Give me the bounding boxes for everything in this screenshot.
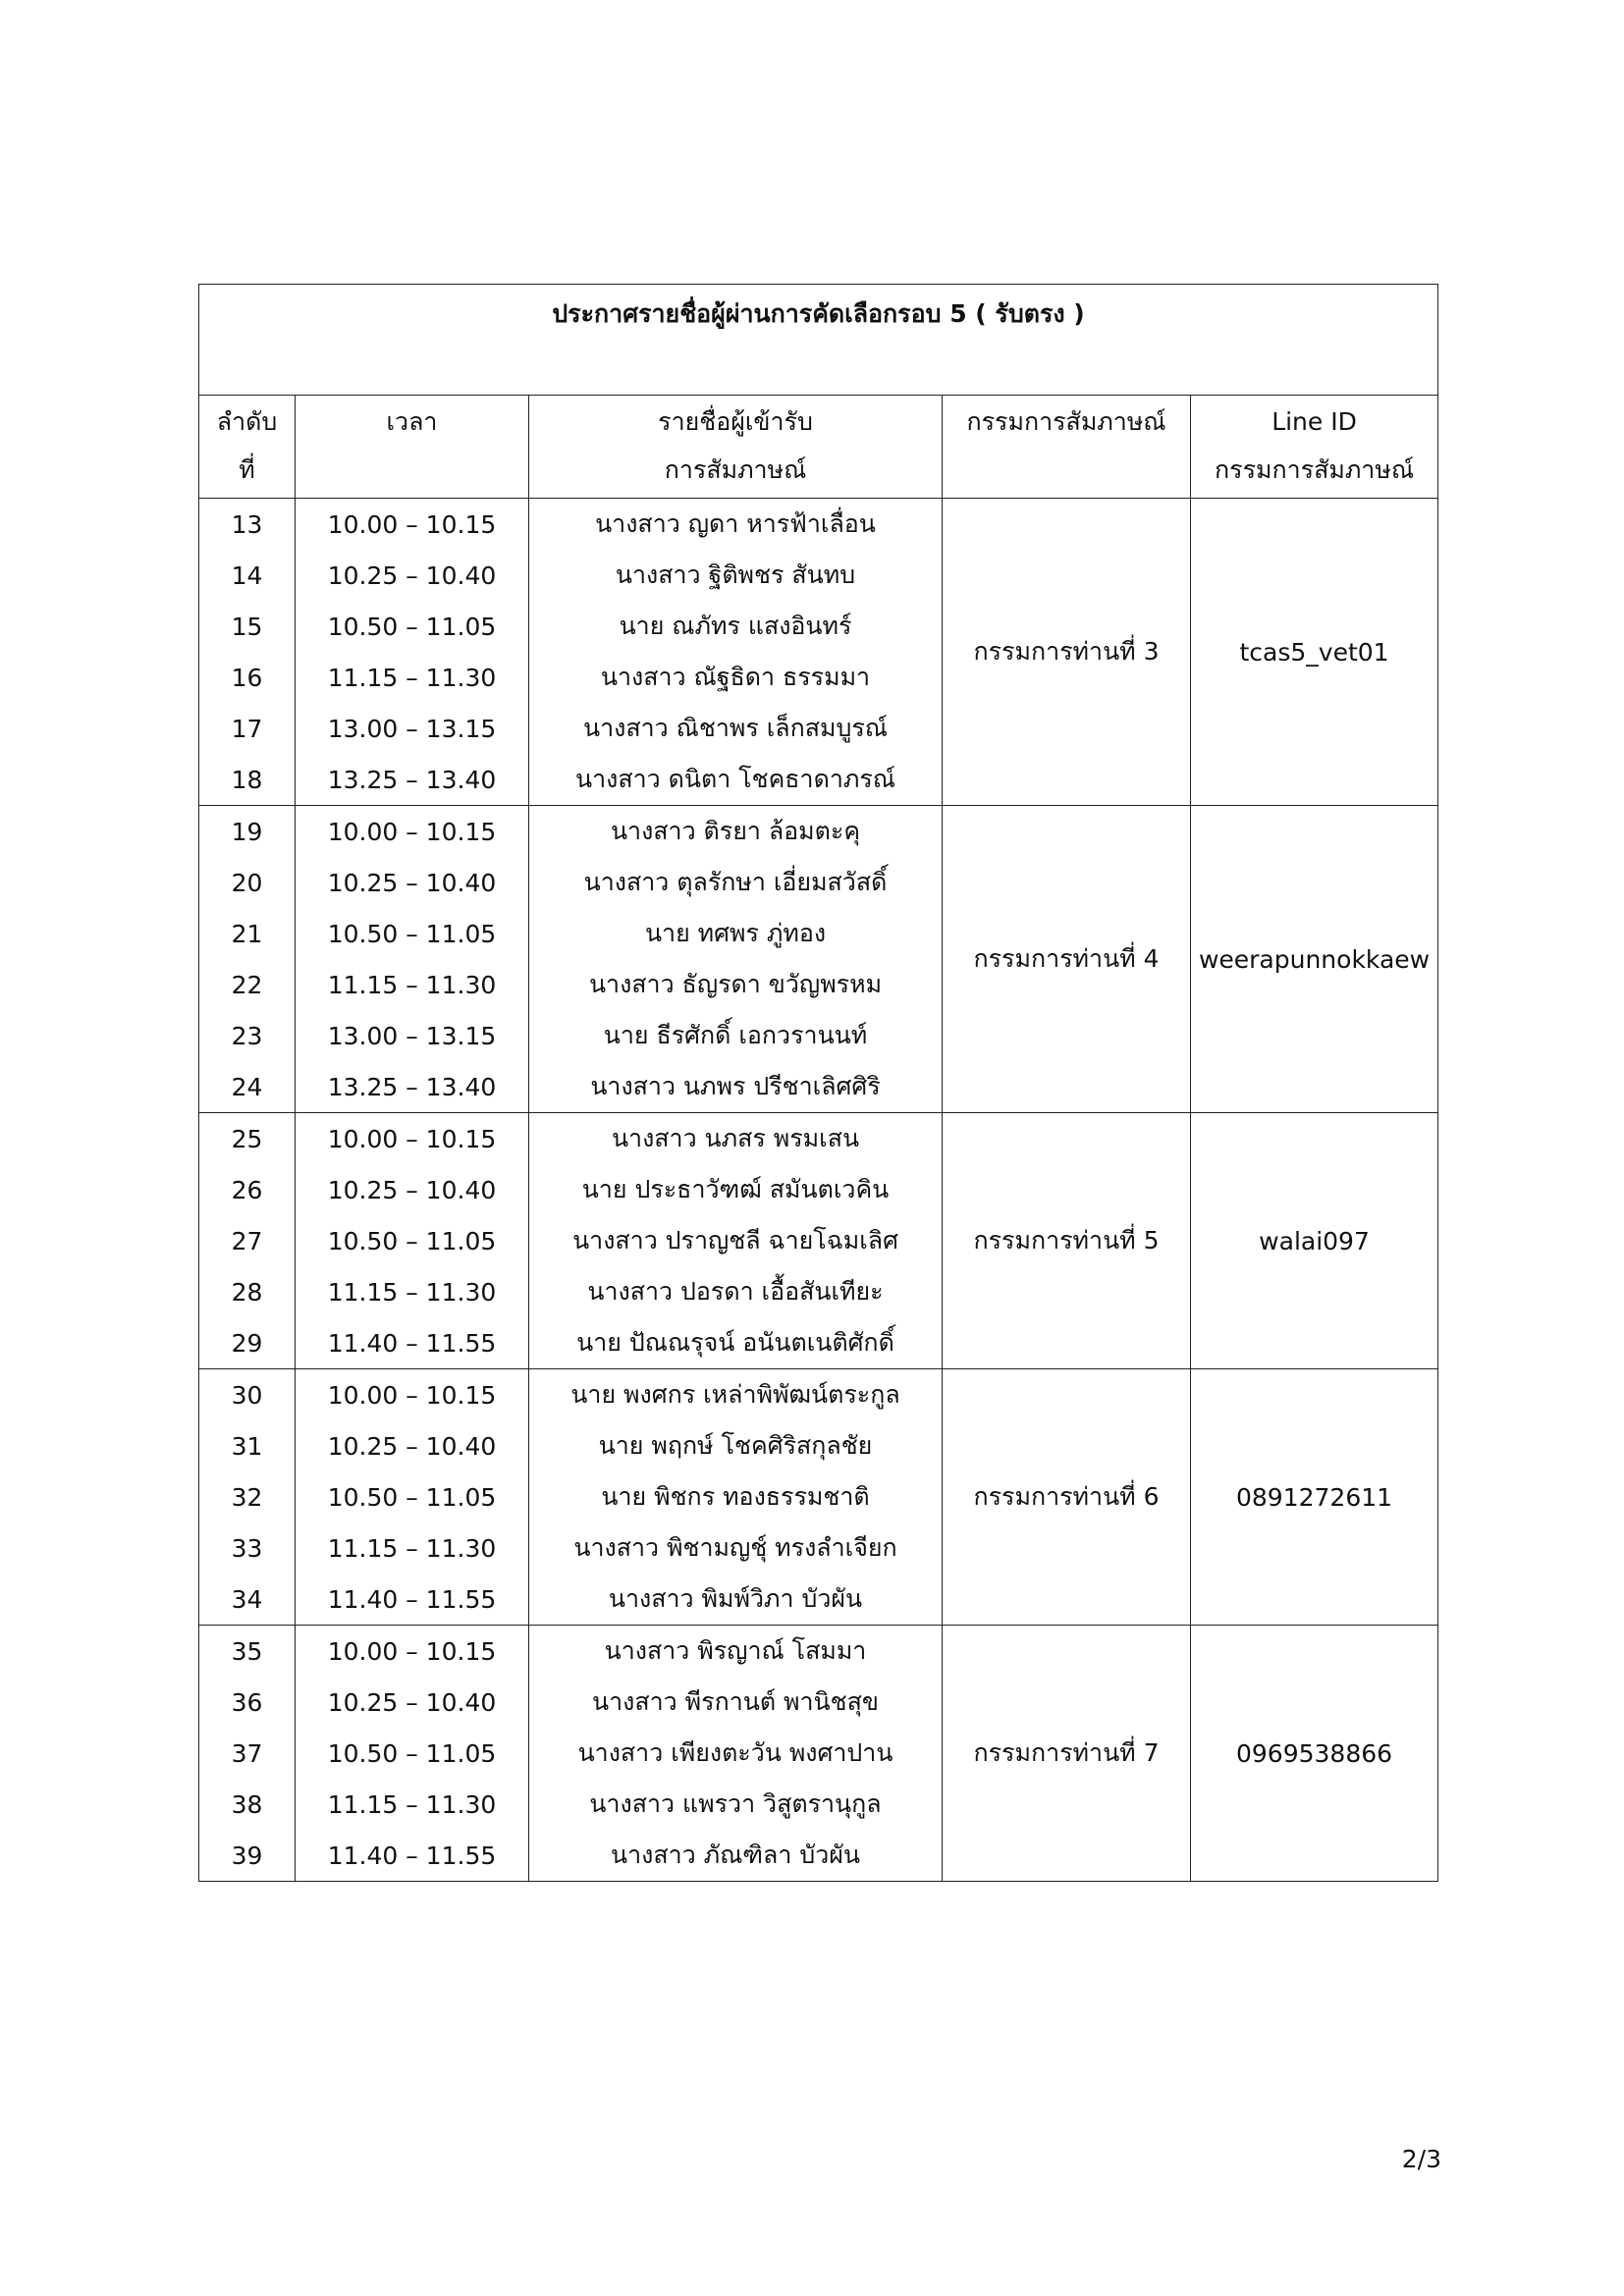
line-id-cell: tcas5_vet01 <box>1191 499 1438 806</box>
table-row <box>199 806 1438 858</box>
row-number: 24 <box>199 1061 296 1113</box>
row-name: นางสาว พิมพ์วิภา บัวผัน <box>529 1574 943 1626</box>
line-id-cell: walai097 <box>1191 1113 1438 1369</box>
header-row <box>199 396 1438 499</box>
row-number: 39 <box>199 1830 296 1882</box>
line-id-cell: 0891272611 <box>1191 1369 1438 1626</box>
row-name: นางสาว ปราญชลี ฉายโฉมเลิศ <box>529 1215 943 1266</box>
row-time: 11.40 – 11.55 <box>296 1317 529 1369</box>
row-time: 10.25 – 10.40 <box>296 1420 529 1471</box>
row-time: 13.00 – 13.15 <box>296 703 529 754</box>
row-name: นางสาว ภัณฑิลา บัวผัน <box>529 1830 943 1882</box>
row-number: 35 <box>199 1626 296 1678</box>
row-number: 18 <box>199 754 296 806</box>
row-number: 22 <box>199 959 296 1010</box>
row-time: 11.40 – 11.55 <box>296 1830 529 1882</box>
row-number: 37 <box>199 1728 296 1779</box>
row-number: 13 <box>199 499 296 551</box>
row-name: นางสาว ตุลรักษา เอี่ยมสวัสดิ์ <box>529 857 943 908</box>
header-order <box>199 396 296 499</box>
table-row <box>199 1369 1438 1421</box>
table-title: ประกาศรายชื่อผู้ผ่านการคัดเลือกรอบ 5 ( รับตรง ) <box>199 285 1438 396</box>
row-time: 10.00 – 10.15 <box>296 499 529 551</box>
row-name: นาย พิชกร ทองธรรมชาติ <box>529 1471 943 1522</box>
row-time: 10.00 – 10.15 <box>296 1113 529 1165</box>
row-name: นาย ประธาวัฑฒ์ สมันตเวคิน <box>529 1164 943 1215</box>
row-time: 10.50 – 11.05 <box>296 1215 529 1266</box>
interview-schedule-table <box>198 284 1438 1882</box>
header-time <box>296 396 529 499</box>
header-time-label: เวลา <box>386 407 438 436</box>
row-number: 36 <box>199 1677 296 1728</box>
row-time: 11.40 – 11.55 <box>296 1574 529 1626</box>
table-row <box>199 499 1438 551</box>
row-name: นางสาว ปอรดา เอื้อสันเทียะ <box>529 1266 943 1317</box>
row-name: นางสาว แพรวา วิสูตรานุกูล <box>529 1779 943 1830</box>
row-name: นาย ทศพร ภู่ทอง <box>529 908 943 959</box>
row-number: 14 <box>199 550 296 601</box>
row-name: นาย ธีรศักดิ์ เอกวรานนท์ <box>529 1010 943 1061</box>
row-number: 20 <box>199 857 296 908</box>
title-row <box>199 285 1438 396</box>
committee-cell: กรรมการท่านที่ 6 <box>943 1369 1191 1626</box>
row-number: 16 <box>199 652 296 703</box>
row-name: นางสาว ดนิตา โชคธาดาภรณ์ <box>529 754 943 806</box>
row-number: 26 <box>199 1164 296 1215</box>
row-time: 10.25 – 10.40 <box>296 550 529 601</box>
row-time: 10.00 – 10.15 <box>296 1369 529 1421</box>
row-time: 11.15 – 11.30 <box>296 1266 529 1317</box>
row-name: นางสาว ญดา หารฟ้าเลื่อน <box>529 499 943 551</box>
row-number: 30 <box>199 1369 296 1421</box>
row-time: 11.15 – 11.30 <box>296 959 529 1010</box>
row-time: 10.25 – 10.40 <box>296 1164 529 1215</box>
table-row <box>199 1113 1438 1165</box>
row-name: นางสาว ณิชาพร เล็กสมบูรณ์ <box>529 703 943 754</box>
row-time: 10.25 – 10.40 <box>296 857 529 908</box>
row-number: 27 <box>199 1215 296 1266</box>
table-row <box>199 1626 1438 1678</box>
row-name: นางสาว พิรญาณ์ โสมมา <box>529 1626 943 1678</box>
header-order-line1: ลำดับ <box>216 407 278 436</box>
row-number: 31 <box>199 1420 296 1471</box>
header-name-line1: รายชื่อผู้เข้ารับ <box>658 407 813 436</box>
row-name: นาย ปัณณรุจน์ อนันตเนติศักดิ์ <box>529 1317 943 1369</box>
header-order-line2: ที่ <box>239 455 255 484</box>
header-name-line2: การสัมภาษณ์ <box>664 455 807 484</box>
row-name: นาย ณภัทร แสงอินทร์ <box>529 601 943 652</box>
row-time: 10.50 – 11.05 <box>296 908 529 959</box>
row-number: 33 <box>199 1522 296 1574</box>
row-name: นางสาว ฐิติพชร สันทบ <box>529 550 943 601</box>
row-number: 23 <box>199 1010 296 1061</box>
row-name: นางสาว ณัฐธิดา ธรรมมา <box>529 652 943 703</box>
header-line-id-line1: Line ID <box>1272 407 1357 436</box>
committee-cell: กรรมการท่านที่ 4 <box>943 806 1191 1113</box>
row-time: 10.25 – 10.40 <box>296 1677 529 1728</box>
row-time: 13.25 – 13.40 <box>296 1061 529 1113</box>
line-id-cell: weerapunnokkaew <box>1191 806 1438 1113</box>
committee-cell: กรรมการท่านที่ 7 <box>943 1626 1191 1882</box>
header-line-id <box>1191 396 1438 499</box>
row-number: 32 <box>199 1471 296 1522</box>
header-committee <box>943 396 1191 499</box>
row-name: นางสาว นภพร ปรีชาเลิศศิริ <box>529 1061 943 1113</box>
committee-cell: กรรมการท่านที่ 3 <box>943 499 1191 806</box>
row-name: นางสาว ธัญรดา ขวัญพรหม <box>529 959 943 1010</box>
row-number: 25 <box>199 1113 296 1165</box>
header-committee-label: กรรมการสัมภาษณ์ <box>966 407 1166 436</box>
row-number: 19 <box>199 806 296 858</box>
row-time: 11.15 – 11.30 <box>296 1522 529 1574</box>
row-name: นางสาว พีรกานต์ พานิชสุข <box>529 1677 943 1728</box>
row-time: 11.15 – 11.30 <box>296 652 529 703</box>
row-time: 10.50 – 11.05 <box>296 1471 529 1522</box>
row-time: 11.15 – 11.30 <box>296 1779 529 1830</box>
row-time: 10.00 – 10.15 <box>296 1626 529 1678</box>
page-number: 2/3 <box>1401 2145 1441 2173</box>
row-number: 15 <box>199 601 296 652</box>
row-number: 17 <box>199 703 296 754</box>
row-time: 13.00 – 13.15 <box>296 1010 529 1061</box>
row-time: 10.50 – 11.05 <box>296 1728 529 1779</box>
line-id-cell: 0969538866 <box>1191 1626 1438 1882</box>
row-name: นางสาว นภสร พรมเสน <box>529 1113 943 1165</box>
row-name: นาย พฤกษ์ โชคศิริสกุลชัย <box>529 1420 943 1471</box>
row-time: 10.50 – 11.05 <box>296 601 529 652</box>
row-number: 38 <box>199 1779 296 1830</box>
row-number: 21 <box>199 908 296 959</box>
row-time: 10.00 – 10.15 <box>296 806 529 858</box>
row-name: นางสาว พิชามญชุ์ ทรงลำเจียก <box>529 1522 943 1574</box>
committee-cell: กรรมการท่านที่ 5 <box>943 1113 1191 1369</box>
header-line-id-line2: กรรมการสัมภาษณ์ <box>1215 455 1415 484</box>
row-number: 34 <box>199 1574 296 1626</box>
row-name: นางสาว เพียงตะวัน พงศาปาน <box>529 1728 943 1779</box>
header-name <box>529 396 943 499</box>
row-number: 28 <box>199 1266 296 1317</box>
row-name: นาย พงศกร เหล่าพิพัฒน์ตระกูล <box>529 1369 943 1421</box>
row-number: 29 <box>199 1317 296 1369</box>
row-time: 13.25 – 13.40 <box>296 754 529 806</box>
row-name: นางสาว ติรยา ล้อมตะคุ <box>529 806 943 858</box>
